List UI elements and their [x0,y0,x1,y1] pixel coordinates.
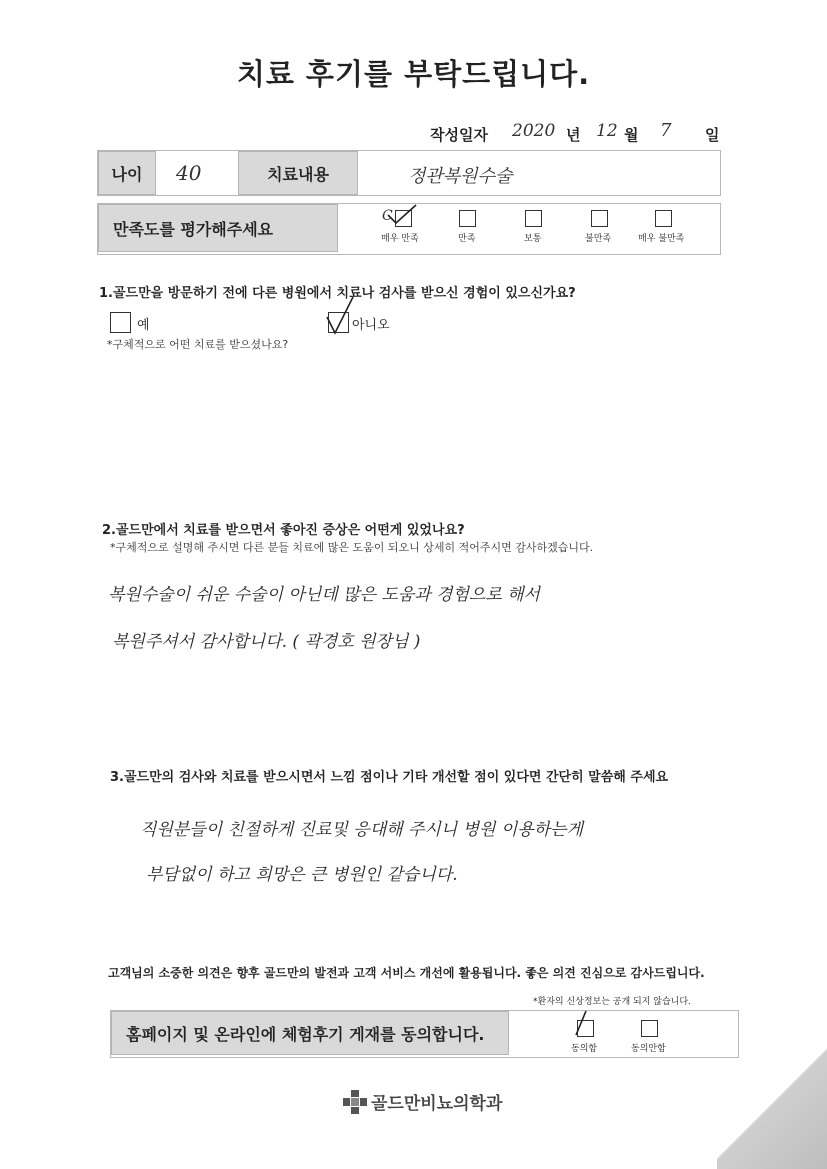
page-title: 치료 후기를 부탁드립니다. [236,57,591,91]
date-month-unit: 월 [624,126,639,144]
age-value[interactable]: 40 [176,161,202,185]
q3-answer-line[interactable]: 부담없이 하고 희망은 큰 병원인 같습니다. [146,865,458,885]
satisfaction-option-label: 매우 만족 [381,234,419,244]
satisfaction-option-label: 불만족 [585,234,612,244]
q2-answer-line[interactable]: 복원수술이 쉬운 수술이 아닌데 많은 도움과 경험으로 해서 [108,585,540,605]
q1-no-label: 아니오 [352,318,390,333]
satisfaction-option-label: 매우 불만족 [638,234,685,244]
q1-yes-checkbox[interactable] [110,312,131,333]
treatment-value[interactable]: 정관복원수술 [408,166,513,187]
treatment-label: 치료내용 [238,151,358,195]
satisfaction-checkbox-very-satisfied[interactable] [395,210,412,227]
date-row [420,118,740,148]
satisfaction-row [97,203,721,255]
logo-text: 골드만비뇨의학과 [371,1094,503,1114]
question-3: 3.골드만의 검사와 치료를 받으시면서 느낌 점이나 기타 개선할 점이 있다면 간단히 말씀해 주세요 [110,770,669,785]
date-day: 7 [660,120,672,141]
privacy-note: *환자의 신상정보는 공개 되지 않습니다. [533,997,691,1007]
date-month: 12 [596,121,618,141]
satisfaction-marking: C [382,208,393,224]
consent-disagree-checkbox[interactable] [641,1020,658,1037]
consent-row [110,1010,739,1058]
satisfaction-option-label: 보통 [524,234,542,244]
check-mark-icon [325,295,355,335]
satisfaction-option-label: 만족 [458,234,476,244]
q1-note: *구체적으로 어떤 치료를 받으셨나요? [107,338,289,351]
date-day-unit: 일 [705,126,720,144]
satisfaction-checkbox-satisfied[interactable] [459,210,476,227]
consent-disagree-label: 동의안함 [631,1044,666,1054]
footer-logo [343,1089,502,1114]
info-row [97,150,721,196]
scan-shadow [717,1009,827,1169]
consent-agree-checkbox[interactable] [577,1020,594,1037]
q3-answer-line[interactable]: 직원분들이 친절하게 진료및 응대해 주시니 병원 이용하는게 [140,820,583,840]
consent-agree-label: 동의함 [571,1044,598,1054]
consent-label: 홈페이지 및 온라인에 체험후기 게재를 동의합니다. [111,1011,509,1055]
closing-message: 고객님의 소중한 의견은 향후 골드만의 발전과 고객 서비스 개선에 활용됩니다. 좋은 의견 진심으로 감사드립니다. [108,966,705,980]
satisfaction-checkbox-very-unsatisfied[interactable] [655,210,672,227]
date-year: 2020 [512,121,556,141]
satisfaction-checkbox-unsatisfied[interactable] [591,210,608,227]
age-label: 나이 [98,151,156,195]
satisfaction-checkbox-normal[interactable] [525,210,542,227]
q2-note: *구체적으로 설명해 주시면 다른 분들 치료에 많은 도움이 되오니 상세히 적어주시면 감사하겠습니다. [110,541,594,554]
q1-no-checkbox[interactable] [328,312,349,333]
q2-answer-line[interactable]: 복원주셔서 감사합니다. ( 곽경호 원장님 ) [112,632,421,652]
check-mark-icon [572,1009,596,1039]
logo-icon [343,1090,367,1114]
q1-yes-label: 예 [137,318,150,333]
satisfaction-label: 만족도를 평가해주세요 [98,204,338,252]
date-year-unit: 년 [566,126,581,144]
date-label: 작성일자 [430,126,488,144]
question-1: 1.골드만을 방문하기 전에 다른 병원에서 치료나 검사를 받으신 경험이 있으신가요? [99,286,576,301]
question-2: 2.골드만에서 치료를 받으면서 좋아진 증상은 어떤게 있었나요? [102,523,465,538]
